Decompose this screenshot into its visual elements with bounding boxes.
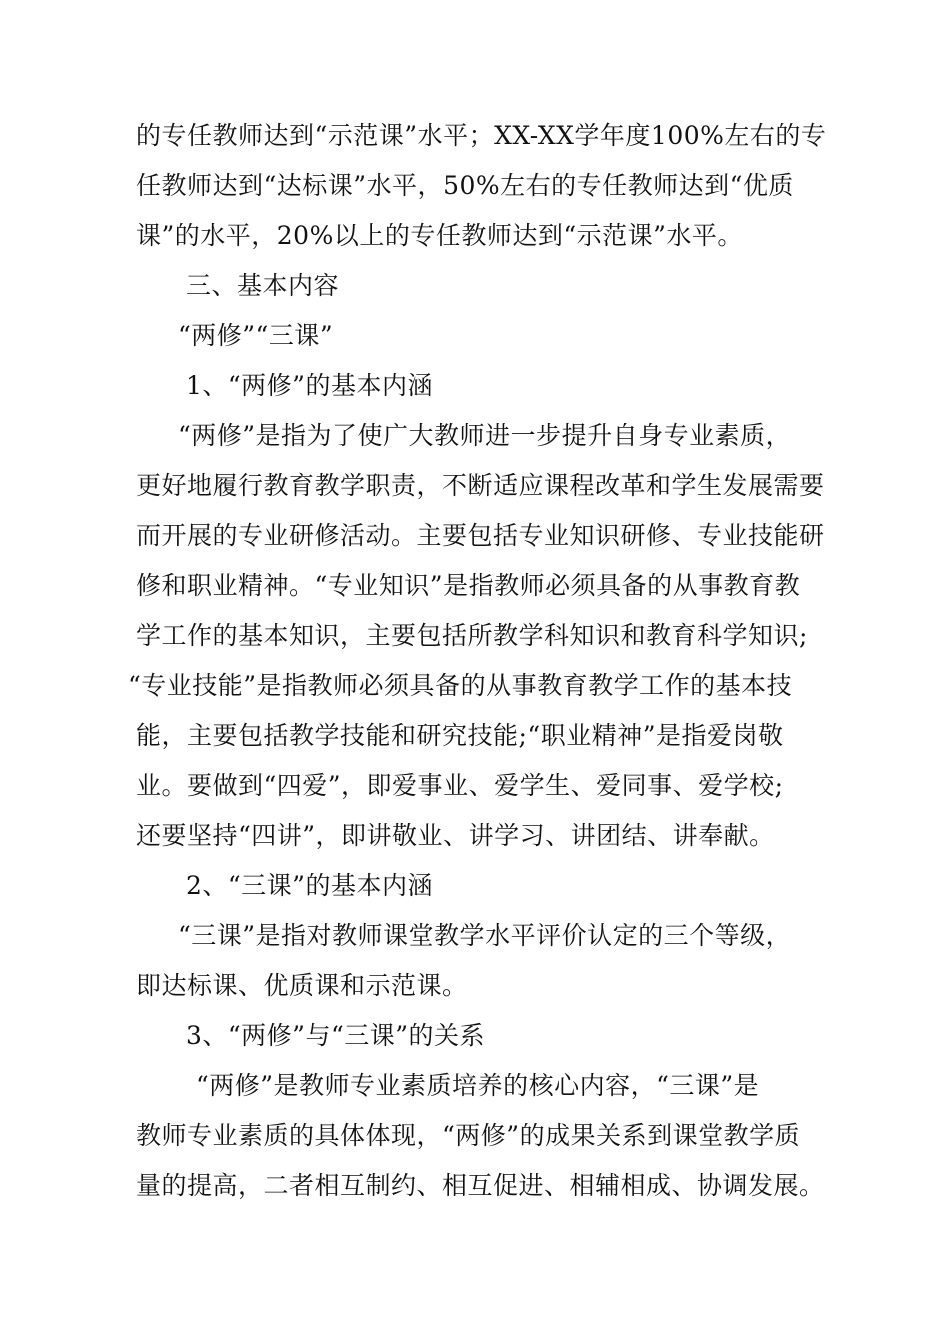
- text-line: 学工作的基本知识，主要包括所教学科知识和教育科学知识;: [136, 621, 808, 650]
- text-line: “两修”是指为了使广大教师进一步提升自身专业素质，: [178, 421, 792, 450]
- text-line: 量的提高，二者相互制约、相互促进、相辅相成、协调发展。: [136, 1171, 825, 1200]
- text-line: 的专任教师达到“示范课”水平；XX-XX学年度100%左右的专: [136, 121, 827, 150]
- text-line: 教师专业素质的具体体现，“两修”的成果关系到课堂教学质: [136, 1121, 801, 1150]
- text-line: 即达标课、优质课和示范课。: [136, 971, 468, 1000]
- text-line: 更好地履行教育教学职责，不断适应课程改革和学生发展需要: [136, 471, 825, 500]
- subsection-heading: “两修”“三课”: [178, 321, 334, 350]
- subsection-heading: 2、“三课”的基本内涵: [186, 871, 433, 900]
- text-line: “三课”是指对教师课堂教学水平评价认定的三个等级，: [178, 921, 792, 950]
- text-line: “专业技能”是指教师必须具备的从事教育教学工作的基本技: [128, 671, 793, 700]
- subsection-heading: 3、“两修”与“三课”的关系: [186, 1021, 486, 1050]
- section-heading: 三、基本内容: [186, 271, 340, 300]
- text-line: 修和职业精神。“专业知识”是指教师必须具备的从事教育教: [136, 571, 801, 600]
- text-line: 业。要做到“四爱”，即爱事业、爱学生、爱同事、爱学校;: [136, 771, 784, 800]
- text-line: 能，主要包括教学技能和研究技能;“职业精神”是指爱岗敬: [136, 721, 784, 750]
- text-line: 而开展的专业研修活动。主要包括专业知识研修、专业技能研: [136, 521, 825, 550]
- text-line: 任教师达到“达标课”水平，50%左右的专任教师达到“优质: [136, 171, 794, 200]
- subsection-heading: 1、“两修”的基本内涵: [186, 371, 433, 400]
- text-line: “两修”是教师专业素质培养的核心内容，“三课”是: [196, 1071, 760, 1100]
- text-line: 课”的水平，20%以上的专任教师达到“示范课”水平。: [136, 221, 743, 250]
- text-line: 还要坚持“四讲”，即讲敬业、讲学习、讲团结、讲奉献。: [136, 821, 775, 850]
